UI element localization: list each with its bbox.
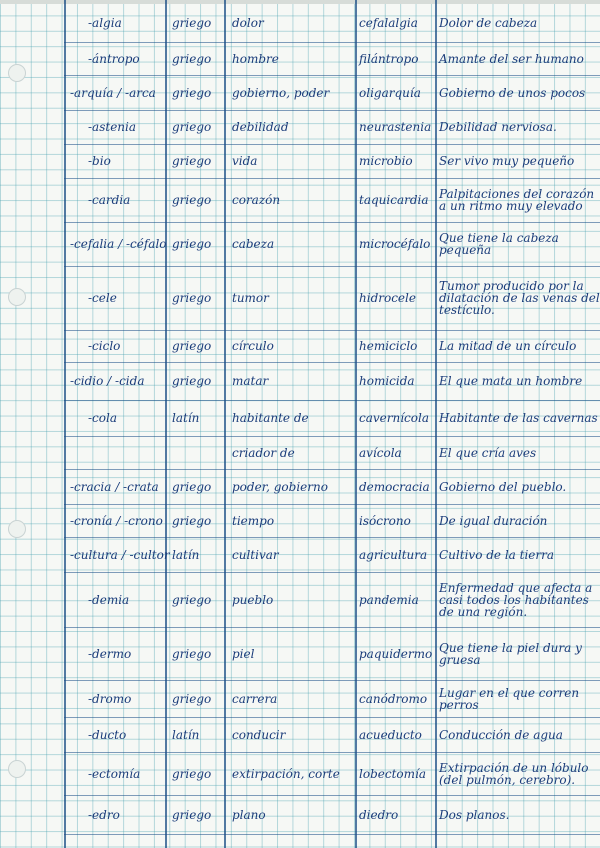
- cell-meaning: poder, gobierno: [232, 479, 328, 494]
- cell-definition: Que tiene la piel dura y gruesa: [439, 640, 582, 667]
- cell-meaning: matar: [232, 374, 269, 388]
- cell-root: -cele: [88, 291, 117, 305]
- row-divider: [64, 504, 600, 505]
- column-divider: [224, 0, 226, 848]
- cell-example: oligarquía: [359, 85, 421, 100]
- row-divider: [64, 680, 600, 681]
- cell-origin: griego: [172, 16, 212, 30]
- cell-example: neurastenia: [359, 120, 432, 134]
- cell-meaning: habitante de: [232, 411, 309, 425]
- cell-example: paquidermo: [359, 646, 433, 661]
- cell-example: acueducto: [359, 727, 422, 742]
- cell-root: -algia: [88, 16, 122, 30]
- cell-definition: Dolor de cabeza: [439, 16, 538, 30]
- cell-root: -edro: [88, 807, 120, 822]
- cell-origin: latín: [172, 547, 200, 562]
- row-divider: [64, 436, 600, 437]
- cell-definition: El que cría aves: [439, 445, 537, 460]
- cell-origin: griego: [172, 374, 212, 388]
- cell-origin: latín: [172, 411, 200, 425]
- cell-origin: griego: [172, 513, 212, 528]
- row-divider: [64, 110, 600, 111]
- cell-definition: Tumor producido por la dilatación de las venas del testículo.: [439, 279, 600, 317]
- cell-example: canódromo: [359, 691, 428, 706]
- cell-definition: Debilidad nerviosa.: [439, 120, 557, 134]
- cell-origin: griego: [172, 766, 212, 781]
- punch-hole: [8, 760, 26, 778]
- punch-hole: [8, 288, 26, 306]
- row-divider: [64, 627, 600, 628]
- cell-origin: griego: [172, 154, 212, 168]
- cell-meaning: plano: [232, 807, 266, 822]
- cell-origin: griego: [172, 237, 212, 251]
- cell-definition: Gobierno del pueblo.: [439, 479, 567, 494]
- cell-root: -ectomía: [88, 766, 141, 781]
- row-divider: [64, 469, 600, 470]
- row-divider: [64, 537, 600, 538]
- cell-root: -cardia: [88, 193, 131, 207]
- page-top-edge: [0, 0, 600, 4]
- cell-example: cefalalgia: [359, 16, 418, 30]
- cell-root: -demia: [88, 592, 130, 607]
- row-divider: [64, 144, 600, 145]
- punch-hole: [8, 520, 26, 538]
- cell-meaning: piel: [232, 646, 255, 661]
- cell-root: -arquía / -arca: [70, 85, 156, 100]
- cell-definition: De igual duración: [439, 513, 548, 528]
- cell-example: homicida: [359, 374, 415, 388]
- cell-origin: griego: [172, 291, 212, 305]
- cell-definition: Dos planos.: [439, 807, 510, 822]
- cell-example: diedro: [359, 807, 399, 822]
- column-divider: [435, 0, 437, 848]
- cell-meaning: círculo: [232, 339, 274, 353]
- cell-definition: La mitad de un círculo: [439, 339, 577, 353]
- cell-example: lobectomía: [359, 766, 426, 781]
- row-divider: [64, 75, 600, 76]
- cell-definition: Cultivo de la tierra: [439, 547, 555, 562]
- row-divider: [64, 752, 600, 753]
- row-divider: [64, 362, 600, 363]
- cell-root: -cefalia / -céfalo: [70, 237, 167, 251]
- margin-line: [64, 0, 66, 848]
- cell-example: hidrocele: [359, 291, 416, 305]
- cell-meaning: tumor: [232, 291, 269, 305]
- cell-root: -bio: [88, 154, 111, 168]
- cell-origin: griego: [172, 85, 212, 100]
- row-divider: [64, 222, 600, 223]
- cell-example: avícola: [359, 445, 402, 460]
- cell-definition: Extirpación de un lóbulo (del pulmón, cerebro).: [439, 760, 589, 787]
- row-divider: [64, 572, 600, 573]
- row-divider: [64, 834, 600, 835]
- cell-origin: griego: [172, 51, 212, 66]
- cell-meaning: cultivar: [232, 547, 279, 562]
- row-divider: [64, 178, 600, 179]
- cell-meaning: vida: [232, 154, 258, 168]
- cell-root: -dermo: [88, 646, 132, 661]
- cell-example: microbio: [359, 154, 413, 168]
- cell-definition: Enfermedad que afecta a casi todos los habitantes de una región.: [439, 580, 593, 619]
- row-divider: [64, 717, 600, 718]
- cell-root: -astenia: [88, 120, 137, 134]
- cell-origin: griego: [172, 592, 212, 607]
- cell-definition: Amante del ser humano: [439, 51, 584, 66]
- cell-root: -ántropo: [88, 51, 140, 66]
- cell-example: taquicardia: [359, 193, 429, 207]
- cell-origin: griego: [172, 479, 212, 494]
- cell-meaning: conducir: [232, 727, 286, 742]
- column-divider: [355, 0, 357, 848]
- cell-definition: Que tiene la cabeza pequeña: [439, 231, 559, 257]
- column-divider: [165, 0, 167, 848]
- cell-meaning: carrera: [232, 691, 278, 706]
- cell-example: filántropo: [359, 51, 419, 66]
- cell-meaning: corazón: [232, 193, 281, 207]
- cell-meaning: gobierno, poder: [232, 85, 330, 100]
- row-divider: [64, 330, 600, 331]
- cell-definition: Conducción de agua: [439, 727, 563, 742]
- cell-example: isócrono: [359, 513, 411, 528]
- cell-example: hemiciclo: [359, 339, 418, 353]
- cell-root: -dromo: [88, 691, 132, 706]
- cell-root: -cultura / -cultor: [70, 547, 170, 562]
- cell-meaning: dolor: [232, 16, 264, 30]
- cell-meaning: debilidad: [232, 120, 289, 134]
- row-divider: [64, 266, 600, 267]
- cell-meaning: hombre: [232, 51, 279, 66]
- cell-meaning: extirpación, corte: [232, 766, 340, 781]
- cell-definition: Lugar en el que corren perros: [439, 685, 580, 712]
- cell-definition: Palpitaciones del corazón a un ritmo muy elevado: [439, 187, 595, 213]
- cell-example: agricultura: [359, 547, 428, 562]
- cell-origin: griego: [172, 193, 212, 207]
- cell-root: -ciclo: [88, 339, 121, 353]
- cell-origin: griego: [172, 807, 212, 822]
- cell-example: cavernícola: [359, 411, 429, 425]
- cell-definition: Ser vivo muy pequeño: [439, 154, 575, 168]
- cell-example: democracia: [359, 479, 430, 494]
- cell-origin: latín: [172, 727, 200, 742]
- cell-root: -cola: [88, 411, 117, 425]
- cell-origin: griego: [172, 646, 212, 661]
- row-divider: [64, 42, 600, 43]
- cell-meaning: tiempo: [232, 513, 275, 528]
- cell-meaning: pueblo: [232, 592, 274, 607]
- cell-definition: El que mata un hombre: [439, 374, 583, 388]
- cell-root: -cidio / -cida: [70, 374, 145, 388]
- cell-root: -cracia / -crata: [70, 479, 159, 494]
- cell-definition: Gobierno de unos pocos: [439, 85, 586, 100]
- cell-origin: griego: [172, 691, 212, 706]
- cell-example: pandemia: [359, 592, 419, 607]
- punch-hole: [8, 64, 26, 82]
- cell-meaning: cabeza: [232, 237, 275, 251]
- cell-example: microcéfalo: [359, 237, 431, 251]
- cell-definition: Habitante de las cavernas: [439, 411, 598, 425]
- cell-origin: griego: [172, 120, 212, 134]
- row-divider: [64, 795, 600, 796]
- cell-root: -ducto: [88, 727, 127, 742]
- cell-origin: griego: [172, 339, 212, 353]
- row-divider: [64, 400, 600, 401]
- cell-meaning: criador de: [232, 445, 295, 460]
- cell-root: -cronía / -crono: [70, 513, 163, 528]
